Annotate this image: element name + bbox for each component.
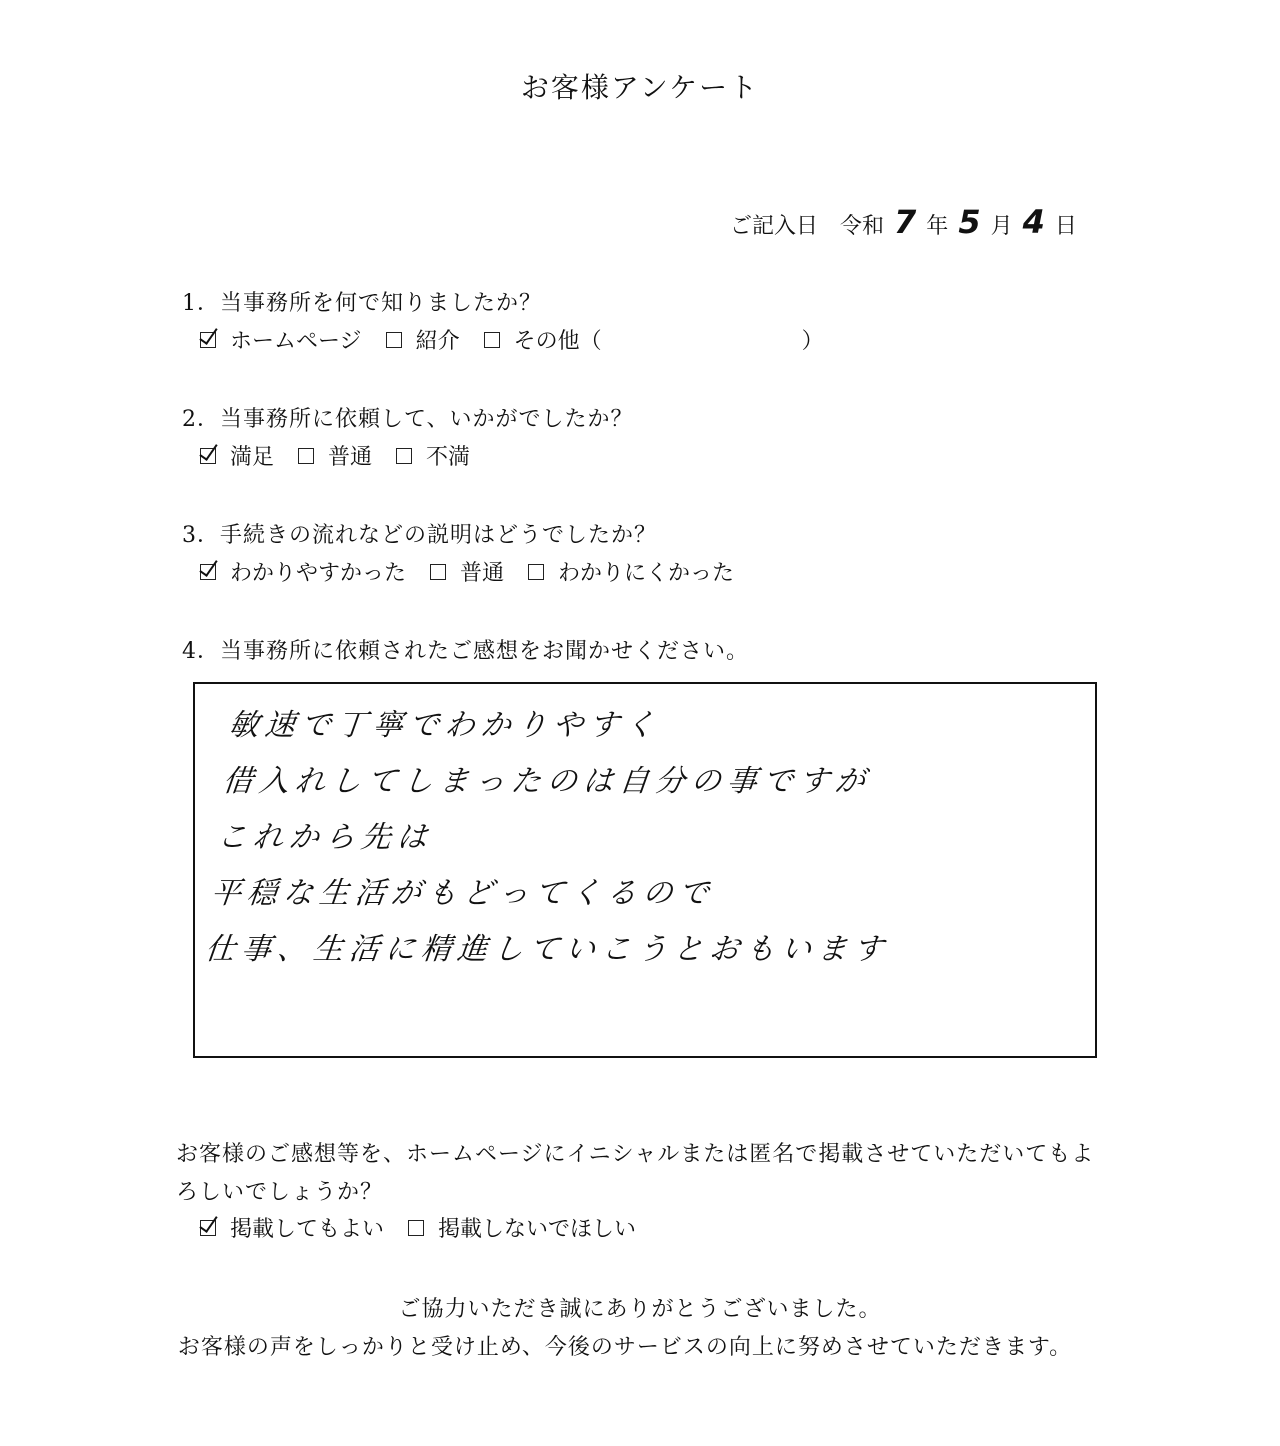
comment-line: 仕事、生活に精進していこうとおもいます bbox=[203, 932, 892, 967]
option-easy[interactable] bbox=[200, 556, 406, 587]
option-satisfied[interactable] bbox=[200, 440, 274, 471]
consent-text-line-1: お客様のご感想等を、ホームページにイニシャルまたは匿名で掲載させていただいてもよ bbox=[176, 1142, 1095, 1167]
question-2: 2．当事務所に依頼して、いかがでしたか？ bbox=[182, 407, 634, 432]
option-referral[interactable] bbox=[386, 324, 460, 355]
checkbox-checked-icon[interactable] bbox=[200, 448, 216, 464]
checkbox-icon[interactable] bbox=[396, 448, 412, 464]
date-month-unit: 月 bbox=[990, 214, 1013, 239]
option-label: 不満 bbox=[426, 445, 471, 470]
date-day-unit: 日 bbox=[1054, 214, 1077, 239]
option-label: 普通 bbox=[460, 561, 505, 586]
consent-question bbox=[176, 1136, 1094, 1212]
question-3-options bbox=[200, 556, 758, 587]
date-line bbox=[730, 203, 1077, 241]
option-label: 普通 bbox=[328, 445, 373, 470]
question-4: 4．当事務所に依頼されたご感想をお聞かせください。 bbox=[182, 639, 749, 664]
date-label: ご記入日 bbox=[730, 214, 819, 239]
thanks-line-2: お客様の声をしっかりと受け止め、今後のサービスの向上に努めさせていただきます。 bbox=[177, 1335, 1073, 1360]
date-era: 令和 bbox=[840, 214, 885, 239]
consent-text-line-2: ろしいでしょうか？ bbox=[176, 1180, 384, 1205]
option-label: 満足 bbox=[230, 445, 275, 470]
checkbox-icon[interactable] bbox=[298, 448, 314, 464]
option-publish-ok[interactable] bbox=[200, 1212, 384, 1243]
option-normal[interactable] bbox=[298, 440, 372, 471]
thanks-line-1: ご協力いただき誠にありがとうございました。 bbox=[398, 1297, 882, 1322]
page-title: お客様アンケート bbox=[520, 71, 760, 104]
date-day: 4 bbox=[1022, 203, 1045, 241]
close-paren: ） bbox=[801, 329, 824, 354]
option-label: ホームページ bbox=[230, 329, 362, 354]
option-dissatisfied[interactable] bbox=[396, 440, 470, 471]
comment-box[interactable] bbox=[193, 682, 1097, 1058]
checkbox-icon[interactable] bbox=[386, 332, 402, 348]
comment-line: 借入れしてしまったのは自分の事ですが bbox=[221, 764, 873, 799]
option-label: わかりやすかった bbox=[230, 561, 407, 586]
option-label: その他（ bbox=[513, 329, 602, 354]
option-homepage[interactable] bbox=[200, 324, 362, 355]
option-label: わかりにくかった bbox=[558, 561, 735, 586]
option-label: 掲載しないでほしい bbox=[438, 1217, 637, 1242]
option-other[interactable] bbox=[484, 324, 824, 355]
checkbox-icon[interactable] bbox=[528, 564, 544, 580]
checkbox-icon[interactable] bbox=[408, 1220, 424, 1236]
checkbox-icon[interactable] bbox=[430, 564, 446, 580]
checkbox-checked-icon[interactable] bbox=[200, 332, 216, 348]
comment-line: これから先は bbox=[215, 820, 435, 855]
comment-line: 敏速で丁寧でわかりやすく bbox=[226, 708, 663, 743]
question-1: 1．当事務所を何で知りましたか？ bbox=[182, 291, 542, 316]
option-normal[interactable] bbox=[430, 556, 504, 587]
option-hard[interactable] bbox=[528, 556, 734, 587]
date-month: 5 bbox=[958, 203, 981, 241]
option-publish-no[interactable] bbox=[408, 1212, 636, 1243]
question-3: 3．手続きの流れなどの説明はどうでしたか？ bbox=[182, 523, 657, 548]
option-label: 紹介 bbox=[415, 329, 460, 354]
comment-line: 平穏な生活がもどってくるので bbox=[209, 876, 717, 911]
question-2-options bbox=[200, 440, 494, 471]
question-1-options bbox=[200, 324, 848, 355]
date-year: 7 bbox=[894, 203, 917, 241]
date-year-unit: 年 bbox=[926, 214, 949, 239]
checkbox-checked-icon[interactable] bbox=[200, 1220, 216, 1236]
checkbox-icon[interactable] bbox=[484, 332, 500, 348]
handwritten-comment bbox=[202, 698, 915, 978]
option-label: 掲載してもよい bbox=[230, 1217, 385, 1242]
checkbox-checked-icon[interactable] bbox=[200, 564, 216, 580]
consent-options bbox=[200, 1212, 660, 1243]
